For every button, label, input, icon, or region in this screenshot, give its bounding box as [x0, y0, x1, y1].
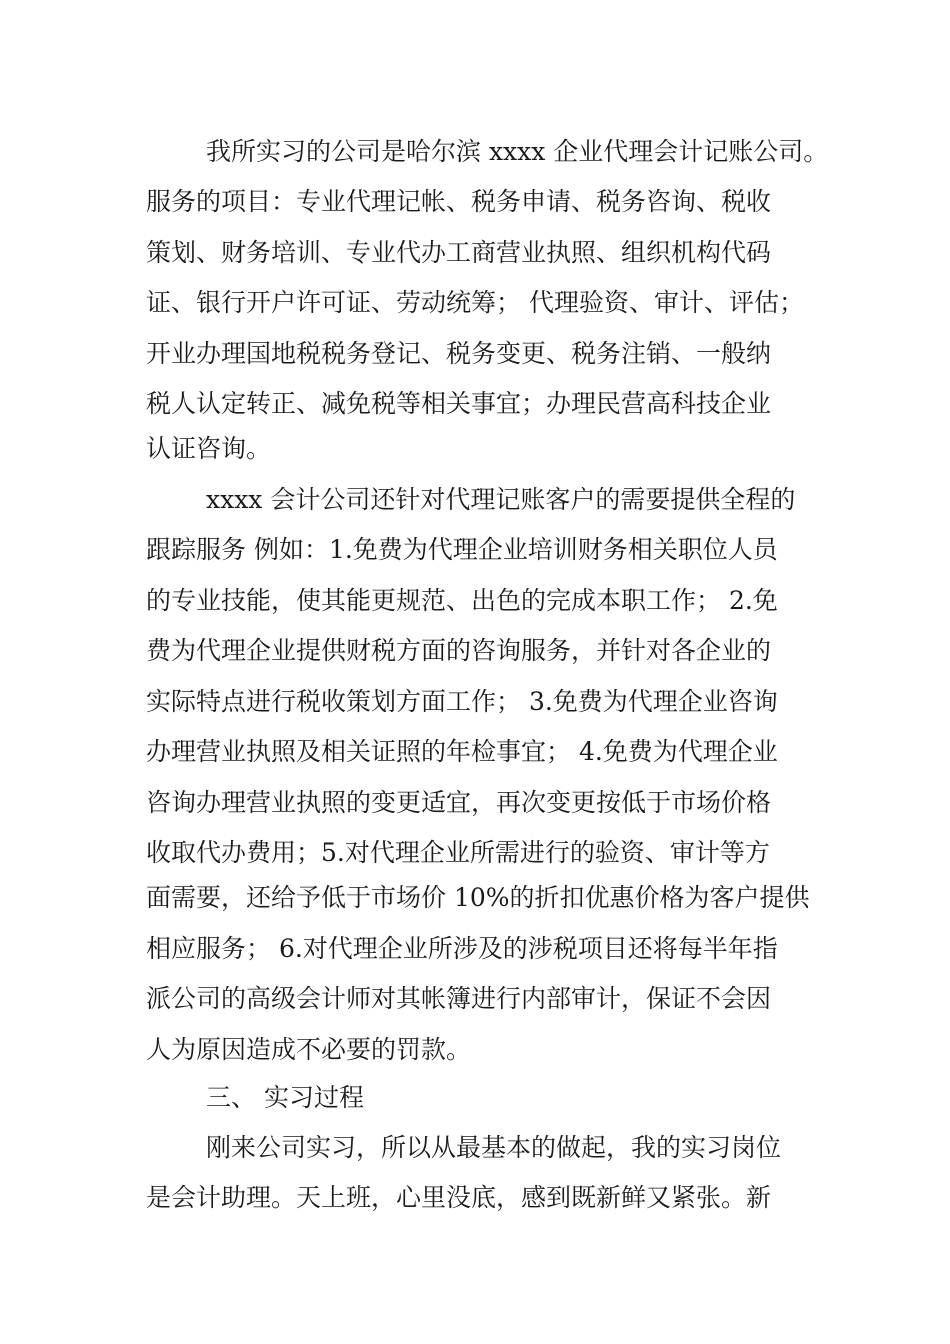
- paragraph-2-line-1: xxxx 会计公司还针对代理记账客户的需要提供全程的: [206, 485, 796, 514]
- paragraph-3-line-1: 刚来公司实习，所以从最基本的做起，我的实习岗位: [206, 1133, 782, 1162]
- paragraph-1-line-5: 开业办理国地税税务登记、税务变更、税务注销、一般纳: [146, 339, 772, 368]
- paragraph-1-line-7: 认证咨询。: [146, 434, 272, 463]
- paragraph-2-line-4: 费为代理企业提供财税方面的咨询服务，并针对各企业的: [146, 636, 772, 665]
- paragraph-2-line-12: 人为原因造成不必要的罚款。: [146, 1035, 472, 1064]
- paragraph-2-line-11: 派公司的高级会计师对其帐簿进行内部审计，保证不会因: [146, 984, 772, 1013]
- paragraph-1-line-4: 证、银行开户许可证、劳动统筹； 代理验资、审计、评估；: [146, 288, 804, 317]
- paragraph-2-line-3: 的专业技能，使其能更规范、出色的完成本职工作； 2.免: [146, 586, 778, 615]
- paragraph-1-line-3: 策划、财务培训、专业代办工商营业执照、组织机构代码: [146, 238, 772, 267]
- section-heading: 三、 实习过程: [206, 1083, 364, 1112]
- paragraph-1-line-1: 我所实习的公司是哈尔滨 xxxx 企业代理会计记账公司。: [206, 137, 829, 166]
- paragraph-2-line-8: 收取代办费用；5.对代理企业所需进行的验资、审计等方: [146, 838, 770, 867]
- paragraph-2-line-2: 跟踪服务 例如：1.免费为代理企业培训财务相关职位人员: [146, 535, 778, 564]
- paragraph-2-line-9: 面需要，还给予低于市场价 10%的折扣优惠价格为客户提供: [146, 883, 810, 912]
- paragraph-2-line-10: 相应服务； 6.对代理企业所涉及的涉税项目还将每半年指: [146, 934, 778, 963]
- paragraph-2-line-6: 办理营业执照及相关证照的年检事宜； 4.免费为代理企业: [146, 737, 778, 766]
- paragraph-2-line-7: 咨询办理营业执照的变更适宜，再次变更按低于市场价格: [146, 788, 772, 817]
- paragraph-1-line-6: 税人认定转正、减免税等相关事宜；办理民营高科技企业: [146, 389, 772, 418]
- paragraph-1-line-2: 服务的项目：专业代理记帐、税务申请、税务咨询、税收: [146, 187, 772, 216]
- paragraph-2-line-5: 实际特点进行税收策划方面工作； 3.免费为代理企业咨询: [146, 687, 778, 716]
- paragraph-3-line-2: 是会计助理。天上班，心里没底，感到既新鲜又紧张。新: [146, 1183, 772, 1212]
